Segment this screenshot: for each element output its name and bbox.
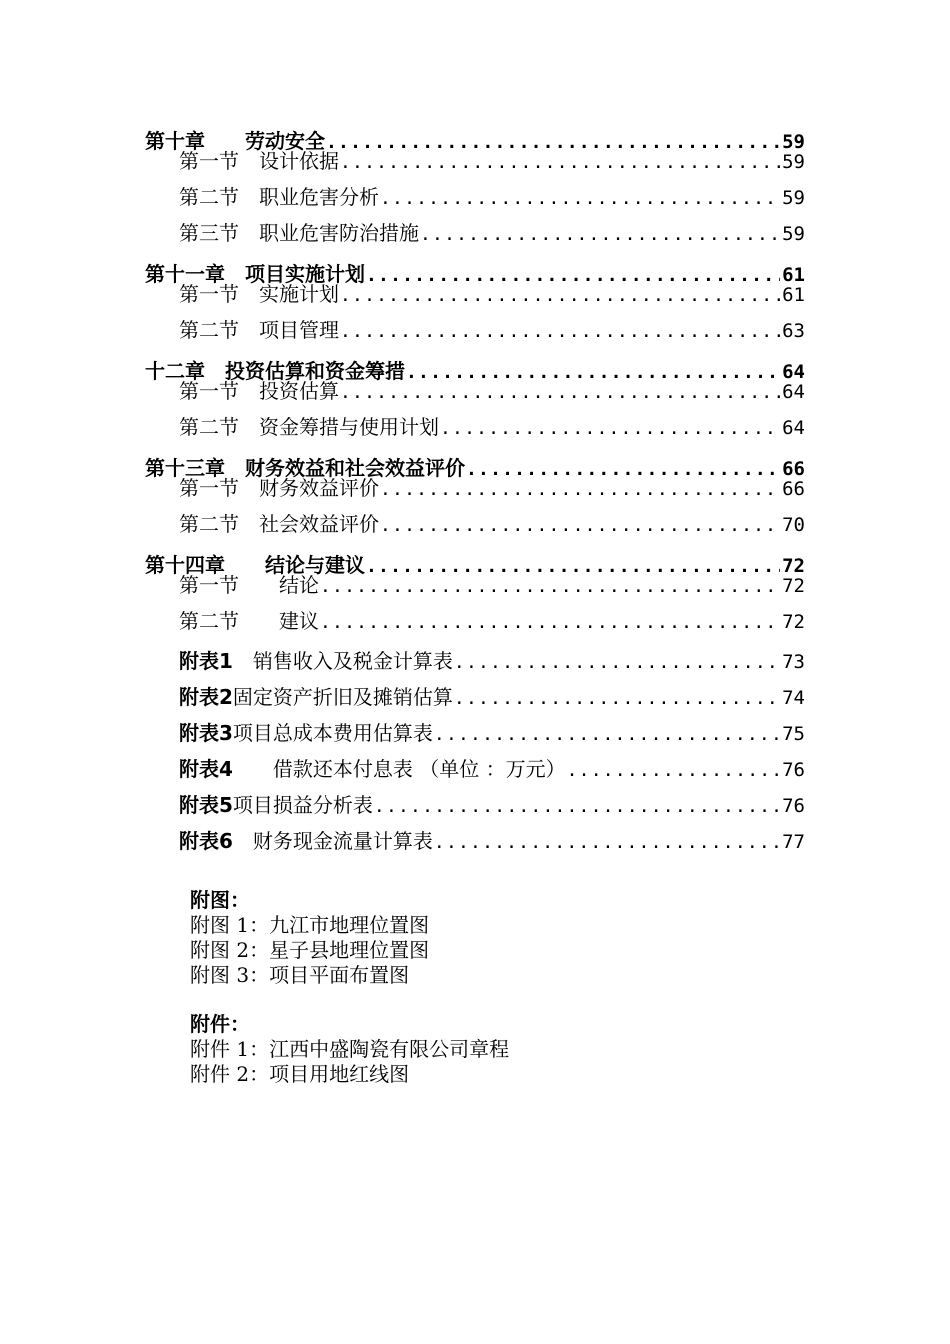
toc-entry-section[interactable] <box>145 512 805 548</box>
spacer <box>190 988 509 1012</box>
toc-leader-dots <box>434 724 780 745</box>
toc-entry-number: 附表6 <box>179 829 233 853</box>
figure-item: 附图 2：星子县地理位置图 <box>190 938 430 962</box>
toc-entry-section[interactable] <box>145 221 805 257</box>
toc-entry-label <box>179 825 433 854</box>
toc-entry-number: 第二节 <box>179 318 239 342</box>
toc-entry-number: 第三节 <box>179 221 239 245</box>
toc-leader-dots <box>380 187 780 211</box>
toc-entry-appendix[interactable] <box>145 753 805 789</box>
toc-entry-section[interactable] <box>145 415 805 451</box>
toc-page-number: 66 <box>782 458 805 480</box>
toc-entry-chapter[interactable] <box>145 258 805 286</box>
toc-entry-label <box>179 573 319 597</box>
toc-entry-title: 结论与建议 <box>265 553 365 577</box>
toc-entry-title: 固定资产折旧及摊销估算 <box>232 685 453 709</box>
toc-entry-label <box>179 512 379 536</box>
toc-entry-title: 销售收入及税金计算表 <box>252 649 453 673</box>
toc-entry-number: 第十章 <box>145 129 205 153</box>
toc-entry-gap <box>239 609 279 633</box>
toc-entry-title: 实施计划 <box>259 282 339 306</box>
toc-page-number: 59 <box>782 151 805 173</box>
toc-entry-number: 第一节 <box>179 379 239 403</box>
toc-entry-section[interactable] <box>145 573 805 609</box>
toc-entry-title: 项目实施计划 <box>245 262 365 286</box>
toc-entry-chapter[interactable] <box>145 125 805 153</box>
attachment-item: 附件 1：江西中盛陶瓷有限公司章程 <box>190 1037 510 1061</box>
toc-entry-label <box>179 681 453 710</box>
toc-entry-gap <box>239 573 279 597</box>
toc-leader-dots <box>380 478 780 502</box>
toc-page-number: 64 <box>782 361 805 383</box>
appendix-lists <box>190 888 509 1087</box>
toc-entry-number: 附表3 <box>179 721 233 745</box>
toc-entry-appendix[interactable] <box>145 789 805 825</box>
toc-leader-dots <box>454 688 780 709</box>
toc-entry-number: 附表1 <box>179 649 233 673</box>
toc-entry-section[interactable] <box>145 476 805 512</box>
toc-page-number: 61 <box>782 264 805 286</box>
toc-page-number: 59 <box>782 131 805 153</box>
toc-leader-dots <box>366 265 780 286</box>
toc-entry-label <box>179 717 433 746</box>
toc-entry-number: 第一节 <box>179 149 239 173</box>
toc-page-number: 72 <box>782 555 805 577</box>
toc-entry-title: 资金筹措与使用计划 <box>259 415 439 439</box>
toc-entry-title: 职业危害防治措施 <box>259 221 419 245</box>
toc-entry-section[interactable] <box>145 318 805 354</box>
toc-entry-label <box>179 789 373 818</box>
toc-entry-title: 职业危害分析 <box>259 185 379 209</box>
toc-entry-gap <box>239 185 259 209</box>
toc-page-number: 66 <box>782 478 805 500</box>
toc-entry-title: 结论 <box>279 573 319 597</box>
toc-page-number: 72 <box>782 575 805 597</box>
toc-page-number: 76 <box>782 795 805 817</box>
toc-entry-section[interactable] <box>145 185 805 221</box>
toc-entry-number: 第二节 <box>179 609 239 633</box>
toc-leader-dots <box>380 514 780 538</box>
toc-entry-number: 第十三章 <box>145 456 225 480</box>
toc-entry-gap <box>233 649 253 673</box>
toc-entry-appendix[interactable] <box>145 645 805 681</box>
toc-entry-gap <box>239 512 259 536</box>
toc-entry-gap <box>239 221 259 245</box>
toc-entry-appendix[interactable] <box>145 825 805 861</box>
toc-entry-section[interactable] <box>145 379 805 415</box>
toc-entry-chapter[interactable] <box>145 549 805 577</box>
table-of-contents <box>145 124 805 861</box>
toc-page-number: 76 <box>782 759 805 781</box>
toc-entry-gap <box>239 149 259 173</box>
toc-entry-number: 第一节 <box>179 476 239 500</box>
toc-leader-dots <box>366 556 780 577</box>
toc-page-number: 59 <box>782 187 805 209</box>
toc-page-number: 70 <box>782 514 805 536</box>
toc-leader-dots <box>320 575 780 599</box>
toc-entry-gap <box>233 829 253 853</box>
toc-entry-label <box>179 379 339 403</box>
toc-leader-dots <box>406 362 780 383</box>
toc-entry-title: 设计依据 <box>259 149 339 173</box>
toc-entry-number: 附表2 <box>179 685 233 709</box>
toc-entry-label <box>179 149 339 173</box>
toc-page-number: 73 <box>782 651 805 673</box>
toc-entry-gap <box>233 757 273 781</box>
toc-leader-dots <box>340 320 780 344</box>
toc-leader-dots <box>440 417 780 441</box>
toc-leader-dots <box>454 652 780 673</box>
toc-entry-gap <box>239 476 259 500</box>
toc-page-number: 77 <box>782 831 805 853</box>
toc-leader-dots <box>320 611 780 635</box>
toc-entry-number: 第二节 <box>179 512 239 536</box>
attachment-item: 附件 2：项目用地红线图 <box>190 1062 410 1086</box>
toc-leader-dots <box>420 223 780 247</box>
toc-entry-title: 社会效益评价 <box>259 512 379 536</box>
toc-entry-label <box>179 753 566 782</box>
toc-leader-dots <box>567 760 780 781</box>
toc-entry-label <box>179 282 339 306</box>
toc-page-number: 64 <box>782 381 805 403</box>
toc-entry-label <box>179 609 319 633</box>
toc-entry-number: 第二节 <box>179 185 239 209</box>
toc-entry-number: 第一节 <box>179 282 239 306</box>
figures-heading: 附图： <box>190 888 250 912</box>
toc-entry-section[interactable] <box>145 149 805 185</box>
toc-entry-title: 项目管理 <box>259 318 339 342</box>
toc-leader-dots <box>326 132 780 153</box>
toc-leader-dots <box>434 832 780 853</box>
toc-page-number: 74 <box>782 687 805 709</box>
toc-entry-title: 财务效益评价 <box>259 476 379 500</box>
figure-item: 附图 1：九江市地理位置图 <box>190 913 430 937</box>
toc-entry-title: 财务效益和社会效益评价 <box>245 456 465 480</box>
toc-entry-number: 附表4 <box>179 757 233 781</box>
toc-entry-section[interactable] <box>145 282 805 318</box>
toc-entry-label <box>179 415 439 439</box>
toc-leader-dots <box>340 151 780 175</box>
attachments-heading: 附件： <box>190 1012 250 1036</box>
toc-page-number: 63 <box>782 320 805 342</box>
toc-entry-title: 项目损益分析表 <box>232 793 373 817</box>
toc-entry-number: 附表5 <box>179 793 233 817</box>
figure-item: 附图 3：项目平面布置图 <box>190 963 410 987</box>
toc-entry-section[interactable] <box>145 609 805 645</box>
toc-entry-appendix[interactable] <box>145 681 805 717</box>
toc-entry-gap <box>239 318 259 342</box>
toc-page-number: 75 <box>782 723 805 745</box>
toc-entry-number: 第十一章 <box>145 262 225 286</box>
toc-leader-dots <box>340 381 780 405</box>
toc-entry-title: 借款还本付息表 （单位 ：万元） <box>272 757 566 781</box>
toc-page-number: 59 <box>782 223 805 245</box>
toc-entry-gap <box>239 415 259 439</box>
toc-entry-number: 第二节 <box>179 415 239 439</box>
toc-leader-dots <box>340 284 780 308</box>
toc-entry-title: 劳动安全 <box>245 129 325 153</box>
toc-entry-title: 建议 <box>279 609 319 633</box>
toc-entry-label <box>179 221 419 245</box>
toc-leader-dots <box>466 459 780 480</box>
toc-entry-gap <box>239 379 259 403</box>
toc-entry-number: 十二章 <box>145 359 205 383</box>
toc-entry-label <box>179 185 379 209</box>
toc-entry-title: 项目总成本费用估算表 <box>232 721 433 745</box>
toc-entry-label <box>179 476 379 500</box>
toc-page-number: 61 <box>782 284 805 306</box>
toc-entry-chapter[interactable] <box>145 452 805 480</box>
toc-entry-number: 第一节 <box>179 573 239 597</box>
toc-entry-title: 投资估算 <box>259 379 339 403</box>
toc-entry-number: 第十四章 <box>145 553 225 577</box>
toc-entry-title: 投资估算和资金筹措 <box>225 359 405 383</box>
toc-entry-gap <box>239 282 259 306</box>
toc-entry-appendix[interactable] <box>145 717 805 753</box>
toc-entry-chapter[interactable] <box>145 355 805 383</box>
toc-page-number: 64 <box>782 417 805 439</box>
toc-entry-label <box>179 645 453 674</box>
toc-page-number: 72 <box>782 611 805 633</box>
toc-entry-label <box>179 318 339 342</box>
toc-leader-dots <box>374 796 780 817</box>
toc-entry-title: 财务现金流量计算表 <box>252 829 433 853</box>
